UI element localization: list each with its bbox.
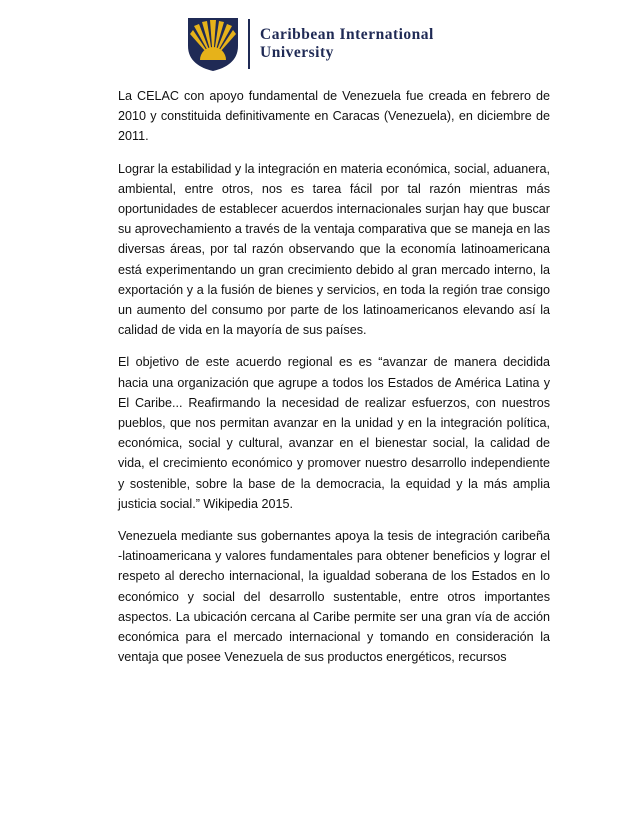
paragraph-integration: Lograr la estabilidad y la integración en materia económica, social, aduanera, ambiental, entre otros, nos es tarea fácil por tal razón mientras más oportunidades de establecer acuerdos internacionales surjan hay que buscar su aprovechamiento a través de la ventaja comparativa que se maneja en las diversas áreas, por tal razón observando que la economía latinoamericana está experimentando un gran crecimiento debido al gran mercado interno, la exportación y a la fusión de bienes y servicios, en toda la región trae consigo un aumento del consumo por parte de los latinoamericanos elevando así la calidad de vida en la mayoría de sus países.: [118, 161, 550, 338]
sunburst-shield-icon: [186, 16, 240, 72]
document-body: [118, 86, 550, 675]
university-name: [260, 26, 434, 62]
university-name-line1: Caribbean International: [260, 26, 434, 43]
logo-divider: [248, 19, 250, 69]
paragraph-objective: El objetivo de este acuerdo regional es es “avanzar de manera decidida hacia una organización que agrupe a todos los Estados de América Latina y El Caribe... Reafirmando la necesidad de realizar esfuerzos, con nuestros pueblos, que nos permitan avanzar en la unidad y en la integración política, económica, social y cultural, avanzar en el bienestar social, la calidad de vida, el crecimiento económico y promover nuestro desarrollo independiente y sostenible, sobre la base de la democracia, la equidad y la más amplia justicia social.” Wikipedia 2015.: [118, 355, 550, 511]
paragraph-venezuela: Venezuela mediante sus gobernantes apoya la tesis de integración caribeña -latinoamericana y valores fundamentales para obtener beneficios y lograr el respeto al derecho internacional, la igualdad soberana de los Estados en lo económico y social del desarrollo sustentable, entre otros importantes aspectos. La ubicación cercana al Caribe permite ser una gran vía de acción económica para el mercado internacional y tomando en consideración la ventaja que posee Venezuela de sus productos energéticos, recursos: [118, 529, 550, 665]
paragraph-celac-creation: La CELAC con apoyo fundamental de Venezuela fue creada en febrero de 2010 y constituida definitivamente en Caracas (Venezuela), en diciembre de 2011.: [118, 89, 550, 144]
university-header: [186, 14, 434, 74]
university-name-line2: University: [260, 44, 334, 61]
